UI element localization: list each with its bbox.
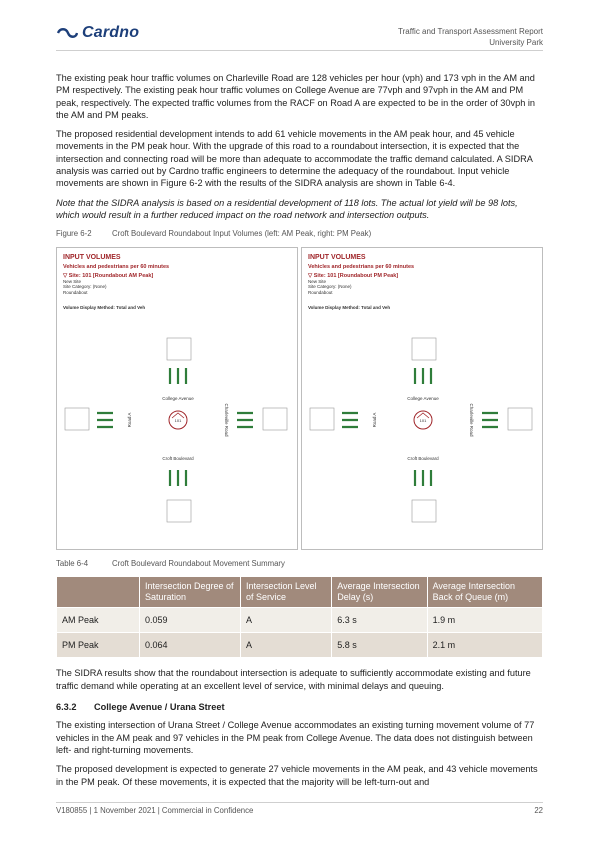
panel-site: ▽ Site: 101 [Roundabout PM Peak] [308, 272, 399, 279]
movement-summary-table [56, 576, 543, 659]
sidra-panel-am [56, 247, 298, 550]
south-approach-label: Croft Boulevard [162, 455, 194, 461]
panel-title: INPUT VOLUMES [63, 253, 121, 261]
figure-input-volumes [56, 247, 543, 550]
section-heading [56, 701, 543, 713]
table-header-cell: Average Intersection Back of Queue (m) [427, 576, 542, 607]
paragraph: The existing intersection of Urana Street / College Avenue accommodates an existing turning movement volume of 77 vehicles in the AM peak and 97 vehicles in the PM peak from College Avenue. The data does not distinguish between left- and right-turning movements. [56, 720, 535, 755]
north-approach-label: College Avenue [407, 395, 439, 401]
table-header-cell: Average Intersection Delay (s) [332, 576, 427, 607]
east-approach-label: Charleville Road [224, 403, 229, 437]
note-paragraph: Note that the SIDRA analysis is based on a residential development of 118 lots. The actual lot yield will be 98 lots, which would result in a further reduced impact on the road network and intersection outputs. [56, 197, 518, 220]
panel-meta: New Site Site Category: (None) Roundabout [308, 278, 352, 295]
paragraph: The proposed residential development intends to add 61 vehicle movements in the AM peak hour, and 45 vehicle movements in the PM peak hour. With the upgrade of this road to a roundabout intersection, it is expected that the intersection and connecting road will be more than adequate to accommodate the traffic demand calculated. A SIDRA analysis was carried out by Cardno traffic engineers to determine the adequacy of the roundabout. Input vehicle movements are shown in Figure 6-2 with the results of the SIDRA analysis are shown in Table 6-4. [56, 129, 533, 189]
header-divider [56, 50, 543, 51]
report-title: Traffic and Transport Assessment Report [398, 27, 543, 36]
table-cell: A [240, 633, 331, 658]
panel-meta: New Site Site Category: (None) Roundabout [63, 278, 107, 295]
section-number: 6.3.2 [56, 702, 77, 713]
paragraph: The proposed development is expected to generate 27 vehicle movements in the AM peak, and 43 vehicle movements in the PM peak. Of these movements, it is expected that the majority will be left-turn-out and [56, 764, 538, 787]
table-caption-text: Croft Boulevard Roundabout Movement Summary [112, 558, 285, 568]
table-header-cell: Intersection Level of Service [240, 576, 331, 607]
panel-title: INPUT VOLUMES [308, 253, 366, 261]
site-triangle-icon: ▽ [308, 272, 314, 279]
centre-label: 101 [174, 417, 182, 423]
footer-divider [56, 802, 543, 803]
table-header-cell: Intersection Degree of Saturation [140, 576, 241, 607]
table-cell: 0.064 [140, 633, 241, 658]
logo-text: Cardno [82, 24, 140, 41]
roundabout-diagram [57, 308, 298, 548]
panel-method: Volume Display Method: Total and Veh [63, 304, 146, 310]
west-approach-label: Road A [127, 412, 132, 427]
panel-method: Volume Display Method: Total and Veh [308, 304, 391, 310]
sidra-panel-pm [301, 247, 543, 550]
table-row [57, 633, 543, 658]
table-header-row [57, 576, 543, 607]
report-subtitle: University Park [489, 38, 543, 47]
table-cell: 0.059 [140, 607, 241, 632]
table-cell: 1.9 m [427, 607, 542, 632]
page-number: 22 [534, 806, 543, 815]
table-caption [56, 558, 543, 570]
centre-label: 101 [419, 417, 427, 423]
south-approach-label: Croft Boulevard [407, 455, 439, 461]
page-body [56, 72, 543, 795]
table-cell: A [240, 607, 331, 632]
paragraph: The SIDRA results show that the roundabout intersection is adequate to sufficiently accommodate existing and future traffic demand while operating at an excellent level of service, with minimal delays and queuing. [56, 668, 531, 691]
figure-number: Figure 6-2 [56, 229, 92, 239]
figure-caption-text: Croft Boulevard Roundabout Input Volumes (left: AM Peak, right: PM Peak) [112, 229, 372, 239]
figure-caption [56, 228, 543, 240]
table-header-cell [57, 576, 140, 607]
east-approach-label: Charleville Road [469, 403, 474, 437]
panel-subtitle: Vehicles and pedestrians per 60 minutes [308, 263, 415, 270]
table-number: Table 6-4 [56, 558, 89, 568]
panel-subtitle: Vehicles and pedestrians per 60 minutes [63, 263, 170, 270]
table-cell: 6.3 s [332, 607, 427, 632]
table-cell: 5.8 s [332, 633, 427, 658]
footer-text: V180855 | 1 November 2021 | Commercial in Confidence [56, 806, 254, 815]
cardno-logo [56, 24, 139, 42]
table-cell: 2.1 m [427, 633, 542, 658]
cardno-swoosh-icon [56, 27, 78, 39]
roundabout-diagram [302, 308, 543, 548]
table-row [57, 607, 543, 632]
paragraph: The existing peak hour traffic volumes on Charleville Road are 128 vehicles per hour (vph) and 173 vph in the AM and PM respectively. The existing peak hour traffic volumes on College Avenue are 77vph and 97vph in the AM and PM peak, respectively. The expected traffic volumes from the RACF on Road A are expected to be in the order of 30vph in the AM and PM peaks. [56, 73, 536, 120]
section-title: College Avenue / Urana Street [94, 702, 225, 713]
table-cell: PM Peak [57, 633, 140, 658]
table-cell: AM Peak [57, 607, 140, 632]
report-header [398, 26, 543, 48]
panel-site: ▽ Site: 101 [Roundabout AM Peak] [63, 272, 154, 279]
west-approach-label: Road A [372, 412, 377, 427]
north-approach-label: College Avenue [162, 395, 194, 401]
site-triangle-icon: ▽ [63, 272, 69, 279]
